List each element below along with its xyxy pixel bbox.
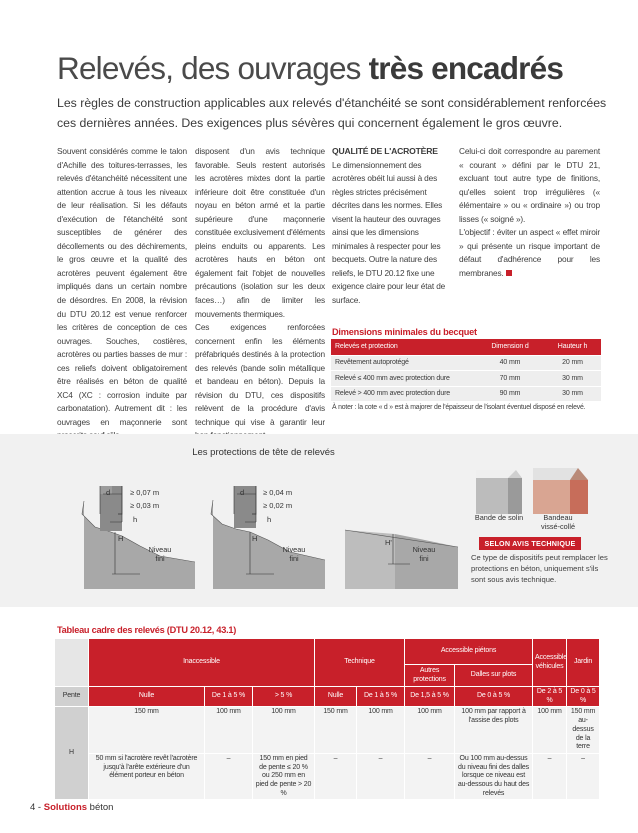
table-header-row	[331, 339, 601, 355]
column-2-text-b: Ces exigences renforcées concernent enfin les éléments préfabriqués destinés à la protection des relevés (bande solin métallique et bandeau en béton). Depuis la révision du DTU, ces dispositifs relèvent de la procédure d'avis technique qui vise à garantir leur	[195, 322, 325, 427]
bande-solin-image	[476, 470, 522, 514]
table-cell: 150 mm	[315, 707, 357, 754]
fig2-H-label: H	[252, 534, 258, 543]
table-cell: –	[405, 753, 455, 800]
table-row	[55, 639, 600, 665]
table-cell: Nulle	[89, 687, 205, 707]
sub-dalles-sur-plots: Dalles sur plots	[455, 665, 533, 687]
table-cell: 70 mm	[476, 371, 544, 387]
table-cell: 100 mm par rapport à l'assise des plots	[455, 707, 533, 754]
fig2-h-label: h	[267, 515, 272, 524]
fig2-h-value: ≥ 0,02 m	[263, 501, 293, 510]
header-cell: Hauteur h	[544, 339, 601, 355]
table-cell: 100 mm	[357, 707, 405, 754]
fig1-h-value: ≥ 0,03 m	[130, 501, 160, 510]
pente-label: Pente	[55, 687, 89, 707]
table-cell: 40 mm	[476, 355, 544, 371]
table-row	[331, 355, 601, 371]
table-cell: Relevé ≤ 400 mm avec protection dure	[331, 371, 476, 387]
avis-technique-badge: SELON AVIS TECHNIQUE	[479, 537, 581, 550]
diagram-title: Les protections de tête de relevés	[192, 447, 335, 458]
table-cell: Revêtement autoprotégé	[331, 355, 476, 371]
group-accessible-pietons: Accessible piétons	[405, 639, 533, 665]
h-label: H	[55, 707, 89, 800]
main-table	[54, 638, 600, 800]
table-cell: Nulle	[315, 687, 357, 707]
bandeau-image	[533, 468, 588, 514]
table-cell: Relevé > 400 mm avec protection dure	[331, 386, 476, 402]
table-cell: De 1 à 5 %	[205, 687, 253, 707]
table-cell: 30 mm	[544, 386, 601, 402]
table-cell: De 2 à 5 %	[533, 687, 567, 707]
table-cell: De 1 à 5 %	[357, 687, 405, 707]
fig3-H-prime-label: H'	[385, 538, 392, 547]
group-accessible-vehicules: Accessible véhicules	[533, 639, 567, 687]
page-footer: 4 - Solutions béton	[30, 802, 114, 813]
table-cell: –	[533, 753, 567, 800]
footer-brand: Solutions	[43, 802, 88, 813]
table-cell: 50 mm si l'acrotère revêt l'acrotère jusqu'à l'arête extérieure d'un élément porteur en béton	[89, 753, 205, 800]
header-cell: Relevés et protection	[331, 339, 476, 355]
table-cell: 100 mm	[205, 707, 253, 754]
fig3-niveau-label: Niveau fini	[412, 545, 436, 563]
table-cell: De 0 à 5 %	[455, 687, 533, 707]
dimensions-table	[331, 339, 601, 402]
table-cell: 100 mm	[253, 707, 315, 754]
dimensions-title: Dimensions minimales du becquet	[332, 327, 477, 337]
table-cell	[55, 639, 89, 687]
table-cell: 20 mm	[544, 355, 601, 371]
column-1-text: Souvent considérés comme le talon d'Achille des toitures-terrasses, les relevés d'étanchéité nécessitent une attention accrue à tous les niveaux de leur réalisation. Si les défauts d'exécution de l'étanchéité sont susceptibles de générer des décollements ou des déchirements, le gros œuvre et la qualité des acrotères peuvent également être impliqués dans un certain nombre de désordres. En 2008, la révision du DTU 20.12 est venue renforcer les critères de conception de ces ouvrages. Souches, costières, acrotères ou parties basses de mur : ces reliefs doivent obligatoirement être réalisés en béton de qualité XC4 (XC : corrosion induite par carbonatation). Autrement dit : les ouvrages en maçonnerie sont	[57, 146, 187, 427]
column-4-text-b: L'objectif : éviter un aspect « effet miroir » qui présente un risque important de défaut d'adhérence pour les membranes.	[459, 227, 600, 278]
table-cell: Ou 100 mm au-dessus du niveau fini des dalles lorsque ce niveau est au-dessous du haut des relevés	[455, 753, 533, 800]
section-heading-acrotere: QUALITÉ DE L'ACROTÈRE	[332, 146, 438, 156]
fig2-niveau-label: Niveau fini	[282, 545, 306, 563]
column-1	[57, 145, 187, 443]
fig1-d-value: ≥ 0,07 m	[130, 488, 160, 497]
table-cell: De 1,5 à 5 %	[405, 687, 455, 707]
fig1-niveau-label: Niveau fini	[148, 545, 172, 563]
page-title: Relevés, des ouvrages très encadrés	[57, 50, 564, 86]
column-2	[195, 145, 325, 443]
page-number: 4	[30, 802, 36, 813]
header-cell: Dimension d	[476, 339, 544, 355]
table-row	[55, 753, 600, 800]
table-cell: 90 mm	[476, 386, 544, 402]
table-cell: –	[205, 753, 253, 800]
group-technique: Technique	[315, 639, 405, 687]
fig1-h-label: h	[133, 515, 138, 524]
group-jardin: Jardin	[567, 639, 600, 687]
end-square-icon	[506, 270, 512, 276]
group-inaccessible: Inaccessible	[89, 639, 315, 687]
table-cell: 100 mm	[405, 707, 455, 754]
column-4-text: Celui-ci doit correspondre au parement « courant » défini par le DTU 21, excluant tout autre type de finitions, qu'elles soient trop irrégulières (« élémentaire » ou « ordinaire ») ou trop lisses (« soigné »).	[459, 146, 600, 224]
table-cell: –	[315, 753, 357, 800]
fig1-d-label: d	[106, 488, 111, 497]
bande-solin-caption: Bande de solin	[474, 513, 524, 522]
table-cell: –	[567, 753, 600, 800]
fig1-H-label: H	[118, 534, 124, 543]
table-row	[331, 371, 601, 387]
table-row-pente	[55, 687, 600, 707]
column-4	[459, 145, 600, 280]
table-cell: 150 mm	[89, 707, 205, 754]
sub-autres-protections: Autres protections	[405, 665, 455, 687]
avis-technique-note: Ce type de dispositifs peut remplacer les protections en béton, uniquement s'ils sont sous avis technique.	[471, 553, 608, 584]
table-row	[331, 386, 601, 402]
main-table-title: Tableau cadre des relevés (DTU 20.12, 43.1)	[57, 625, 237, 635]
table-cell: 30 mm	[544, 371, 601, 387]
table-cell: De 0 à 5 %	[567, 687, 600, 707]
intro-paragraph: Les règles de construction applicables aux relevés d'étanchéité se sont considérablement renforcées ces dernières années. Des exigences plus sévères qui concernent également le gros œuvre.	[57, 96, 607, 130]
table-cell: 150 mm au-dessus de la terre	[567, 707, 600, 754]
column-3	[332, 145, 449, 308]
table-cell: –	[357, 753, 405, 800]
table-cell: > 5 %	[253, 687, 315, 707]
table-row	[55, 707, 600, 754]
table-cell: 150 mm en pied de pente ≤ 20 % ou 250 mm en pied de pente > 20 %	[253, 753, 315, 800]
column-2-text: disposent d'un avis technique favorable. Seuls restent autorisés les acrotères mixtes dont la partie inférieure doit être constituée d'un noyau en béton armé et la partie supérieure d'une maçonnerie constituée exclusivement d'éléments pleins enduits ou apparents. Les acrotères hauts en béton ont également fait l'objet de nouvelles précautions (isolation sur les deux faces…) afin de limiter les mouvements thermiques.	[195, 146, 325, 319]
fig2-d-label: d	[240, 488, 245, 497]
table-cell: 100 mm	[533, 707, 567, 754]
fig2-d-value: ≥ 0,04 m	[263, 488, 293, 497]
column-3-text: Le dimensionnement des acrotères obéit lui aussi à des règles strictes précisément décrites dans les normes. Elles visent la hauteur des ouvrages ainsi que les dimensions minimales à respecter pour les becquets. Outre la nature des reliefs, le DTU 20.12 fixe une exigence claire pour leur état de surface.	[332, 159, 446, 306]
bandeau-caption: Bandeau vissé-collé	[540, 513, 576, 531]
dimensions-note: À noter : la cote « d » est à majorer de l'épaisseur de l'isolant éventuel disposé en relevé.	[332, 404, 586, 411]
